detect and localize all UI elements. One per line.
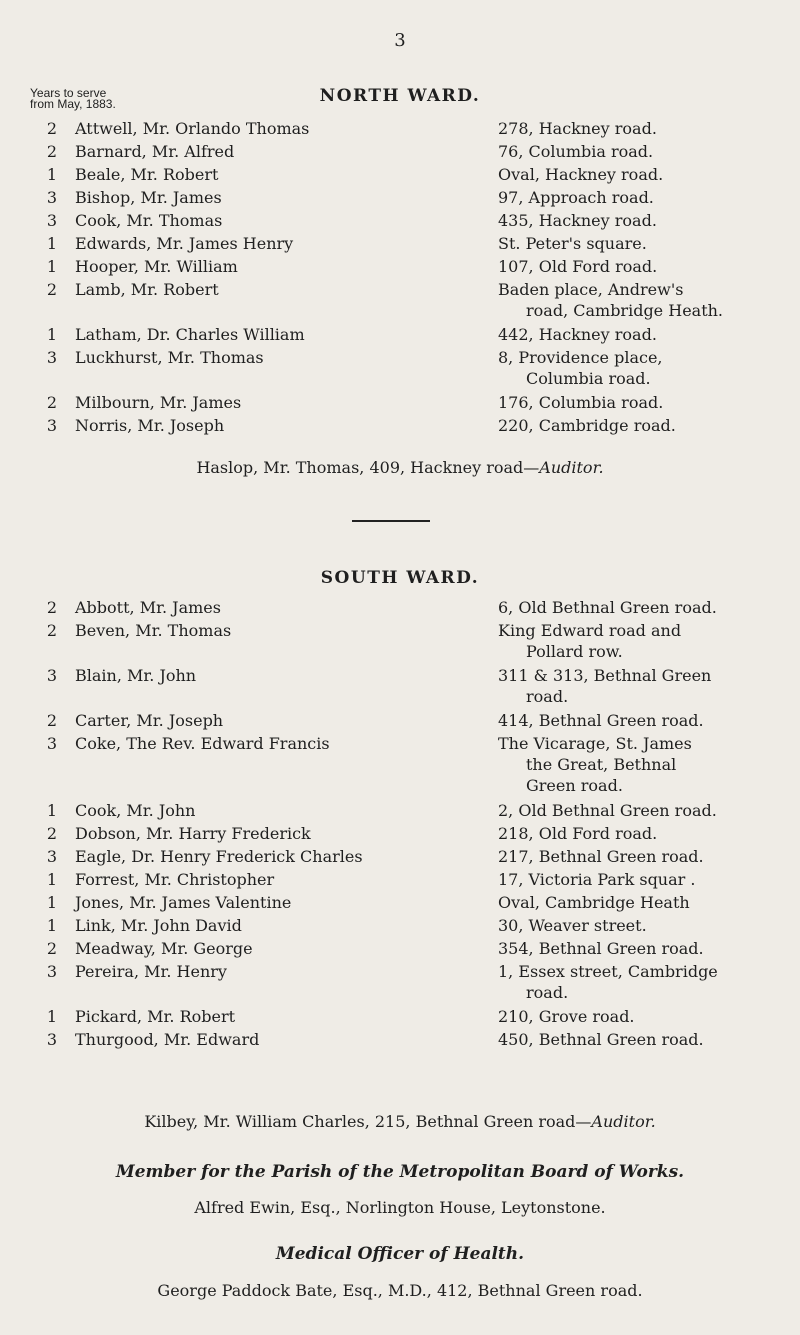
years-to-serve: 3: [46, 211, 58, 230]
member-name: Coke, The Rev. Edward Francis: [75, 734, 330, 753]
metropolitan-board-heading: Member for the Parish of the Metropolitan Board of Works.: [115, 1162, 685, 1182]
member-address: [498, 233, 770, 254]
member-address: [498, 892, 770, 913]
member-address: [498, 392, 770, 413]
member-name: Barnard, Mr. Alfred: [75, 142, 235, 161]
years-to-serve: 3: [46, 188, 58, 207]
member-name: Hooper, Mr. William: [75, 257, 238, 276]
address-line1: 107, Old Ford road.: [498, 257, 658, 276]
years-to-serve: 3: [46, 666, 58, 685]
address-line2: Columbia road.: [526, 369, 651, 388]
address-line1: Oval, Cambridge Heath: [498, 893, 690, 912]
member-name: Abbott, Mr. James: [75, 598, 221, 617]
member-address: [498, 415, 770, 436]
years-to-serve: 1: [46, 1007, 58, 1026]
address-line2: road.: [526, 687, 569, 706]
member-address: [498, 823, 770, 844]
address-line2: road.: [526, 983, 569, 1002]
years-to-serve: 3: [46, 734, 58, 753]
address-line1: 311 & 313, Bethnal Green: [498, 666, 712, 685]
north-auditor-text: Haslop, Mr. Thomas, 409, Hackney road—: [196, 458, 540, 477]
years-to-serve: 2: [46, 598, 58, 617]
member-address: [498, 710, 770, 731]
member-name: Link, Mr. John David: [75, 916, 242, 935]
address-line1: 450, Bethnal Green road.: [498, 1030, 704, 1049]
address-line3: Green road.: [526, 776, 623, 795]
member-name: Beven, Mr. Thomas: [75, 621, 232, 640]
member-address: [498, 846, 770, 867]
address-line1: Baden place, Andrew's: [498, 280, 684, 299]
member-name: Dobson, Mr. Harry Frederick: [75, 824, 311, 843]
south-auditor-text: Kilbey, Mr. William Charles, 215, Bethnal Green road—: [144, 1112, 592, 1131]
years-to-serve: 1: [46, 870, 58, 889]
member-name: Lamb, Mr. Robert: [75, 280, 219, 299]
address-line1: 220, Cambridge road.: [498, 416, 676, 435]
member-name: Latham, Dr. Charles William: [75, 325, 305, 344]
member-address: [498, 347, 770, 389]
member-address: [498, 210, 770, 231]
address-line1: 6, Old Bethnal Green road.: [498, 598, 717, 617]
member-address: [498, 915, 770, 936]
medical-officer-member: George Paddock Bate, Esq., M.D., 412, Bethnal Green road.: [157, 1281, 643, 1300]
medical-officer-heading: Medical Officer of Health.: [275, 1244, 525, 1264]
member-address: [498, 256, 770, 277]
address-line1: 354, Bethnal Green road.: [498, 939, 704, 958]
metropolitan-board-member: Alfred Ewin, Esq., Norlington House, Leytonstone.: [194, 1198, 606, 1217]
member-name: Attwell, Mr. Orlando Thomas: [75, 119, 310, 138]
member-address: [498, 1006, 770, 1027]
member-address: [498, 597, 770, 618]
member-name: Cook, Mr. Thomas: [75, 211, 223, 230]
years-to-serve: 1: [46, 801, 58, 820]
address-line1: 217, Bethnal Green road.: [498, 847, 704, 866]
member-address: [498, 938, 770, 959]
section-divider: [352, 520, 430, 522]
member-name: Bishop, Mr. James: [75, 188, 222, 207]
address-line1: King Edward road and: [498, 621, 682, 640]
address-line2: the Great, Bethnal: [526, 755, 677, 774]
north-ward-title: NORTH WARD.: [319, 86, 481, 106]
address-line2: Pollard row.: [526, 642, 623, 661]
address-line1: 30, Weaver street.: [498, 916, 647, 935]
years-to-serve: 3: [46, 348, 58, 367]
north-ward-auditor: [0, 458, 800, 477]
member-address: [498, 279, 770, 321]
years-to-serve: 2: [46, 621, 58, 640]
member-address: [498, 1029, 770, 1050]
member-name: Norris, Mr. Joseph: [75, 416, 225, 435]
member-name: Meadway, Mr. George: [75, 939, 253, 958]
member-name: Pickard, Mr. Robert: [75, 1007, 236, 1026]
member-address: [498, 733, 770, 796]
member-address: [498, 141, 770, 162]
north-auditor-label: Auditor.: [539, 458, 604, 477]
address-line1: 97, Approach road.: [498, 188, 654, 207]
member-name: Carter, Mr. Joseph: [75, 711, 224, 730]
member-name: Jones, Mr. James Valentine: [75, 893, 292, 912]
years-header-line1: Years to serve: [30, 86, 107, 100]
member-address: [498, 118, 770, 139]
member-address: [498, 869, 770, 890]
member-name: Forrest, Mr. Christopher: [75, 870, 275, 889]
address-line1: 210, Grove road.: [498, 1007, 635, 1026]
address-line2: road, Cambridge Heath.: [526, 301, 724, 320]
years-to-serve: 3: [46, 1030, 58, 1049]
years-to-serve: 1: [46, 257, 58, 276]
years-to-serve: 3: [46, 962, 58, 981]
member-name: Milbourn, Mr. James: [75, 393, 242, 412]
member-name: Edwards, Mr. James Henry: [75, 234, 294, 253]
address-line1: 278, Hackney road.: [498, 119, 657, 138]
years-to-serve: 1: [46, 893, 58, 912]
member-address: [498, 324, 770, 345]
address-line1: 8, Providence place,: [498, 348, 663, 367]
years-to-serve: 2: [46, 824, 58, 843]
member-name: Blain, Mr. John: [75, 666, 197, 685]
years-to-serve: 1: [46, 325, 58, 344]
member-name: Pereira, Mr. Henry: [75, 962, 227, 981]
member-address: [498, 800, 770, 821]
address-line1: 218, Old Ford road.: [498, 824, 658, 843]
years-to-serve: 1: [46, 916, 58, 935]
south-ward-auditor: [0, 1112, 800, 1131]
member-name: Thurgood, Mr. Edward: [75, 1030, 260, 1049]
page-number: 3: [394, 30, 406, 51]
years-to-serve: 2: [46, 393, 58, 412]
years-to-serve: 2: [46, 939, 58, 958]
years-to-serve: 1: [46, 234, 58, 253]
member-address: [498, 665, 770, 707]
years-to-serve: 1: [46, 165, 58, 184]
address-line1: 1, Essex street, Cambridge: [498, 962, 718, 981]
address-line1: 414, Bethnal Green road.: [498, 711, 704, 730]
address-line1: The Vicarage, St. James: [498, 734, 692, 753]
years-header-line2: from May, 1883.: [30, 97, 116, 111]
member-name: Cook, Mr. John: [75, 801, 196, 820]
member-address: [498, 620, 770, 662]
years-to-serve: 3: [46, 847, 58, 866]
address-line1: 442, Hackney road.: [498, 325, 657, 344]
address-line1: 176, Columbia road.: [498, 393, 664, 412]
member-address: [498, 164, 770, 185]
address-line1: Oval, Hackney road.: [498, 165, 664, 184]
member-name: Luckhurst, Mr. Thomas: [75, 348, 264, 367]
member-address: [498, 187, 770, 208]
address-line1: 76, Columbia road.: [498, 142, 654, 161]
address-line1: 17, Victoria Park squar .: [498, 870, 696, 889]
years-to-serve: 2: [46, 142, 58, 161]
years-to-serve: 2: [46, 280, 58, 299]
address-line1: St. Peter's square.: [498, 234, 647, 253]
south-ward-title: SOUTH WARD.: [320, 568, 480, 588]
years-to-serve: 2: [46, 119, 58, 138]
member-name: Beale, Mr. Robert: [75, 165, 219, 184]
member-address: [498, 961, 770, 1003]
years-to-serve: 2: [46, 711, 58, 730]
member-name: Eagle, Dr. Henry Frederick Charles: [75, 847, 363, 866]
south-auditor-label: Auditor.: [591, 1112, 656, 1131]
address-line1: 2, Old Bethnal Green road.: [498, 801, 717, 820]
address-line1: 435, Hackney road.: [498, 211, 657, 230]
years-to-serve: 3: [46, 416, 58, 435]
